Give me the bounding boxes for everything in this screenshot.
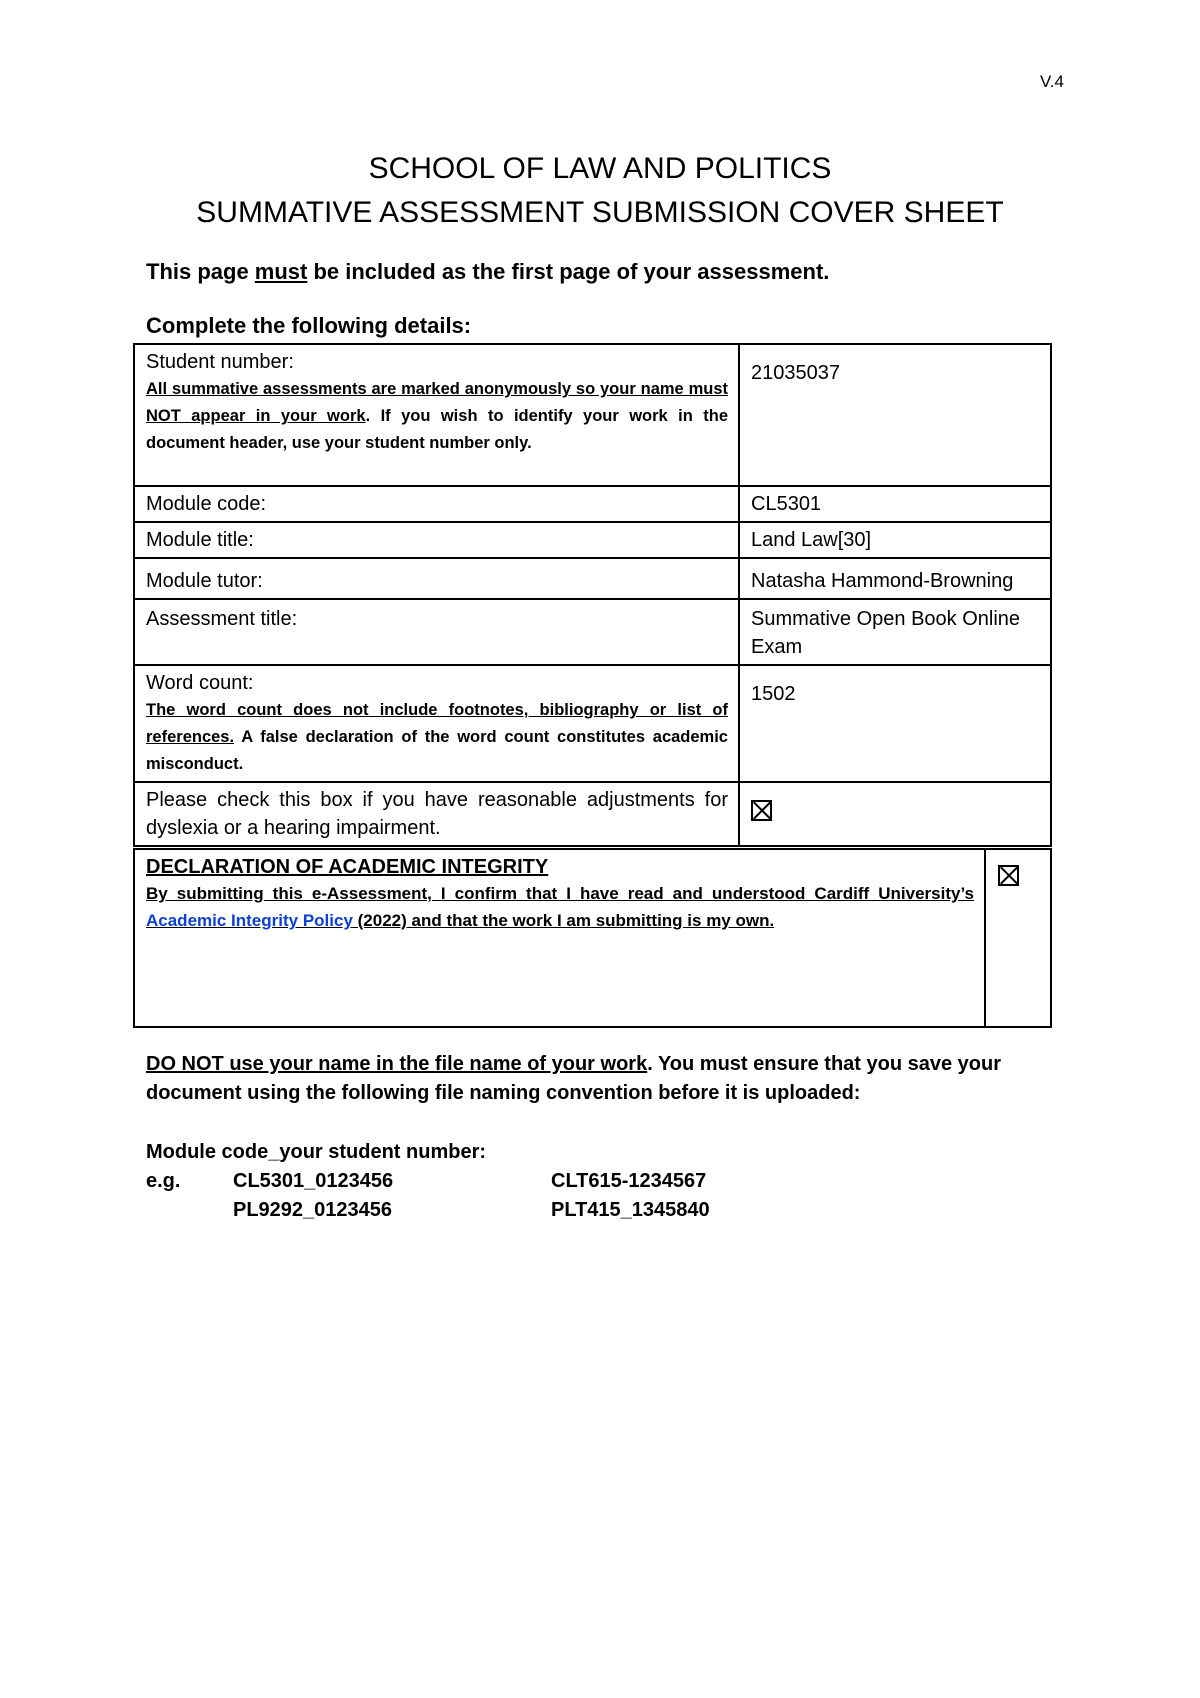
convention-label: Module code_your student number: <box>146 1141 487 1163</box>
row-assessment-title <box>134 599 1051 665</box>
student-number-label: Student number: <box>146 351 294 373</box>
intro-instruction <box>146 259 829 285</box>
declaration-table <box>133 848 1052 1028</box>
word-count-label-cell <box>134 665 739 782</box>
example-filename: PL9292_0123456 <box>233 1199 393 1221</box>
word-count-note <box>146 697 728 778</box>
module-title-value: Land Law[30] <box>739 522 1051 558</box>
adjustments-checkbox-cell <box>739 782 1051 846</box>
adjustments-checkbox[interactable] <box>751 800 772 821</box>
module-code-value: CL5301 <box>739 486 1051 522</box>
file-name-warning: DO NOT use your name in the file name of your work <box>146 1053 648 1075</box>
declaration-row <box>134 849 1051 1027</box>
file-name-convention-note: . You must ensure that you save your document using the following file naming convention before it is uploaded: <box>146 1053 1002 1104</box>
student-number-note <box>146 376 728 457</box>
anonymity-note: All summative assessments are marked anonymously so your name must NOT appear in your work <box>146 380 728 425</box>
details-heading: Complete the following details: <box>146 313 472 338</box>
version-label: V.4 <box>1040 72 1064 91</box>
student-number-label-cell <box>134 344 739 486</box>
assessment-title-value: Summative Open Book Online Exam <box>739 599 1051 665</box>
declaration-text-start: By submitting this e-Assessment, I confirm that I have read and understood Cardiff University’s <box>146 884 974 903</box>
module-tutor-label: Module tutor: <box>134 558 739 599</box>
word-count-text: 1502 <box>751 683 796 705</box>
row-module-code <box>134 486 1051 522</box>
word-count-exclusions: The word count does not include footnotes, bibliography or list of references. <box>146 701 728 746</box>
file-naming-instruction <box>146 1050 1066 1108</box>
sheet-title: SUMMATIVE ASSESSMENT SUBMISSION COVER SHEET <box>196 196 1004 229</box>
module-title-label: Module title: <box>134 522 739 558</box>
academic-integrity-policy-link[interactable]: Academic Integrity Policy <box>146 911 353 930</box>
example-filename: CLT615-1234567 <box>551 1170 707 1192</box>
header-note: . If you wish to identify your work in the document header, use your student number only. <box>146 407 728 452</box>
assessment-title-label: Assessment title: <box>134 599 739 665</box>
declaration-statement <box>146 880 974 934</box>
module-tutor-value: Natasha Hammond-Browning <box>739 558 1051 599</box>
word-count-label: Word count: <box>146 672 254 694</box>
school-title: SCHOOL OF LAW AND POLITICS <box>368 152 832 185</box>
declaration-text-cell <box>134 849 985 1027</box>
declaration-checkbox[interactable] <box>998 865 1019 886</box>
example-label: e.g. <box>146 1170 181 1192</box>
row-adjustments <box>134 782 1051 846</box>
declaration-text-end: (2022) and that the work I am submitting is my own. <box>352 911 775 930</box>
row-word-count <box>134 665 1051 782</box>
row-module-title <box>134 522 1051 558</box>
declaration-heading: DECLARATION OF ACADEMIC INTEGRITY <box>146 856 549 878</box>
row-module-tutor <box>134 558 1051 599</box>
details-table <box>133 343 1052 847</box>
adjustments-label: Please check this box if you have reasonable adjustments for dyslexia or a hearing impairment. <box>134 782 739 846</box>
module-code-label: Module code: <box>134 486 739 522</box>
student-number-text: 21035037 <box>751 362 840 384</box>
declaration-checkbox-cell <box>985 849 1051 1027</box>
word-count-value <box>739 665 1051 782</box>
student-number-value <box>739 344 1051 486</box>
example-filename: CL5301_0123456 <box>233 1170 394 1192</box>
intro-emphasis: must <box>254 259 308 284</box>
intro-text-end: be included as the first page of your assessment. <box>307 259 830 284</box>
word-count-warning: A false declaration of the word count constitutes academic misconduct. <box>146 728 728 773</box>
intro-text-start: This page <box>146 259 255 284</box>
row-student-number <box>134 344 1051 486</box>
example-filename: PLT415_1345840 <box>551 1199 710 1221</box>
